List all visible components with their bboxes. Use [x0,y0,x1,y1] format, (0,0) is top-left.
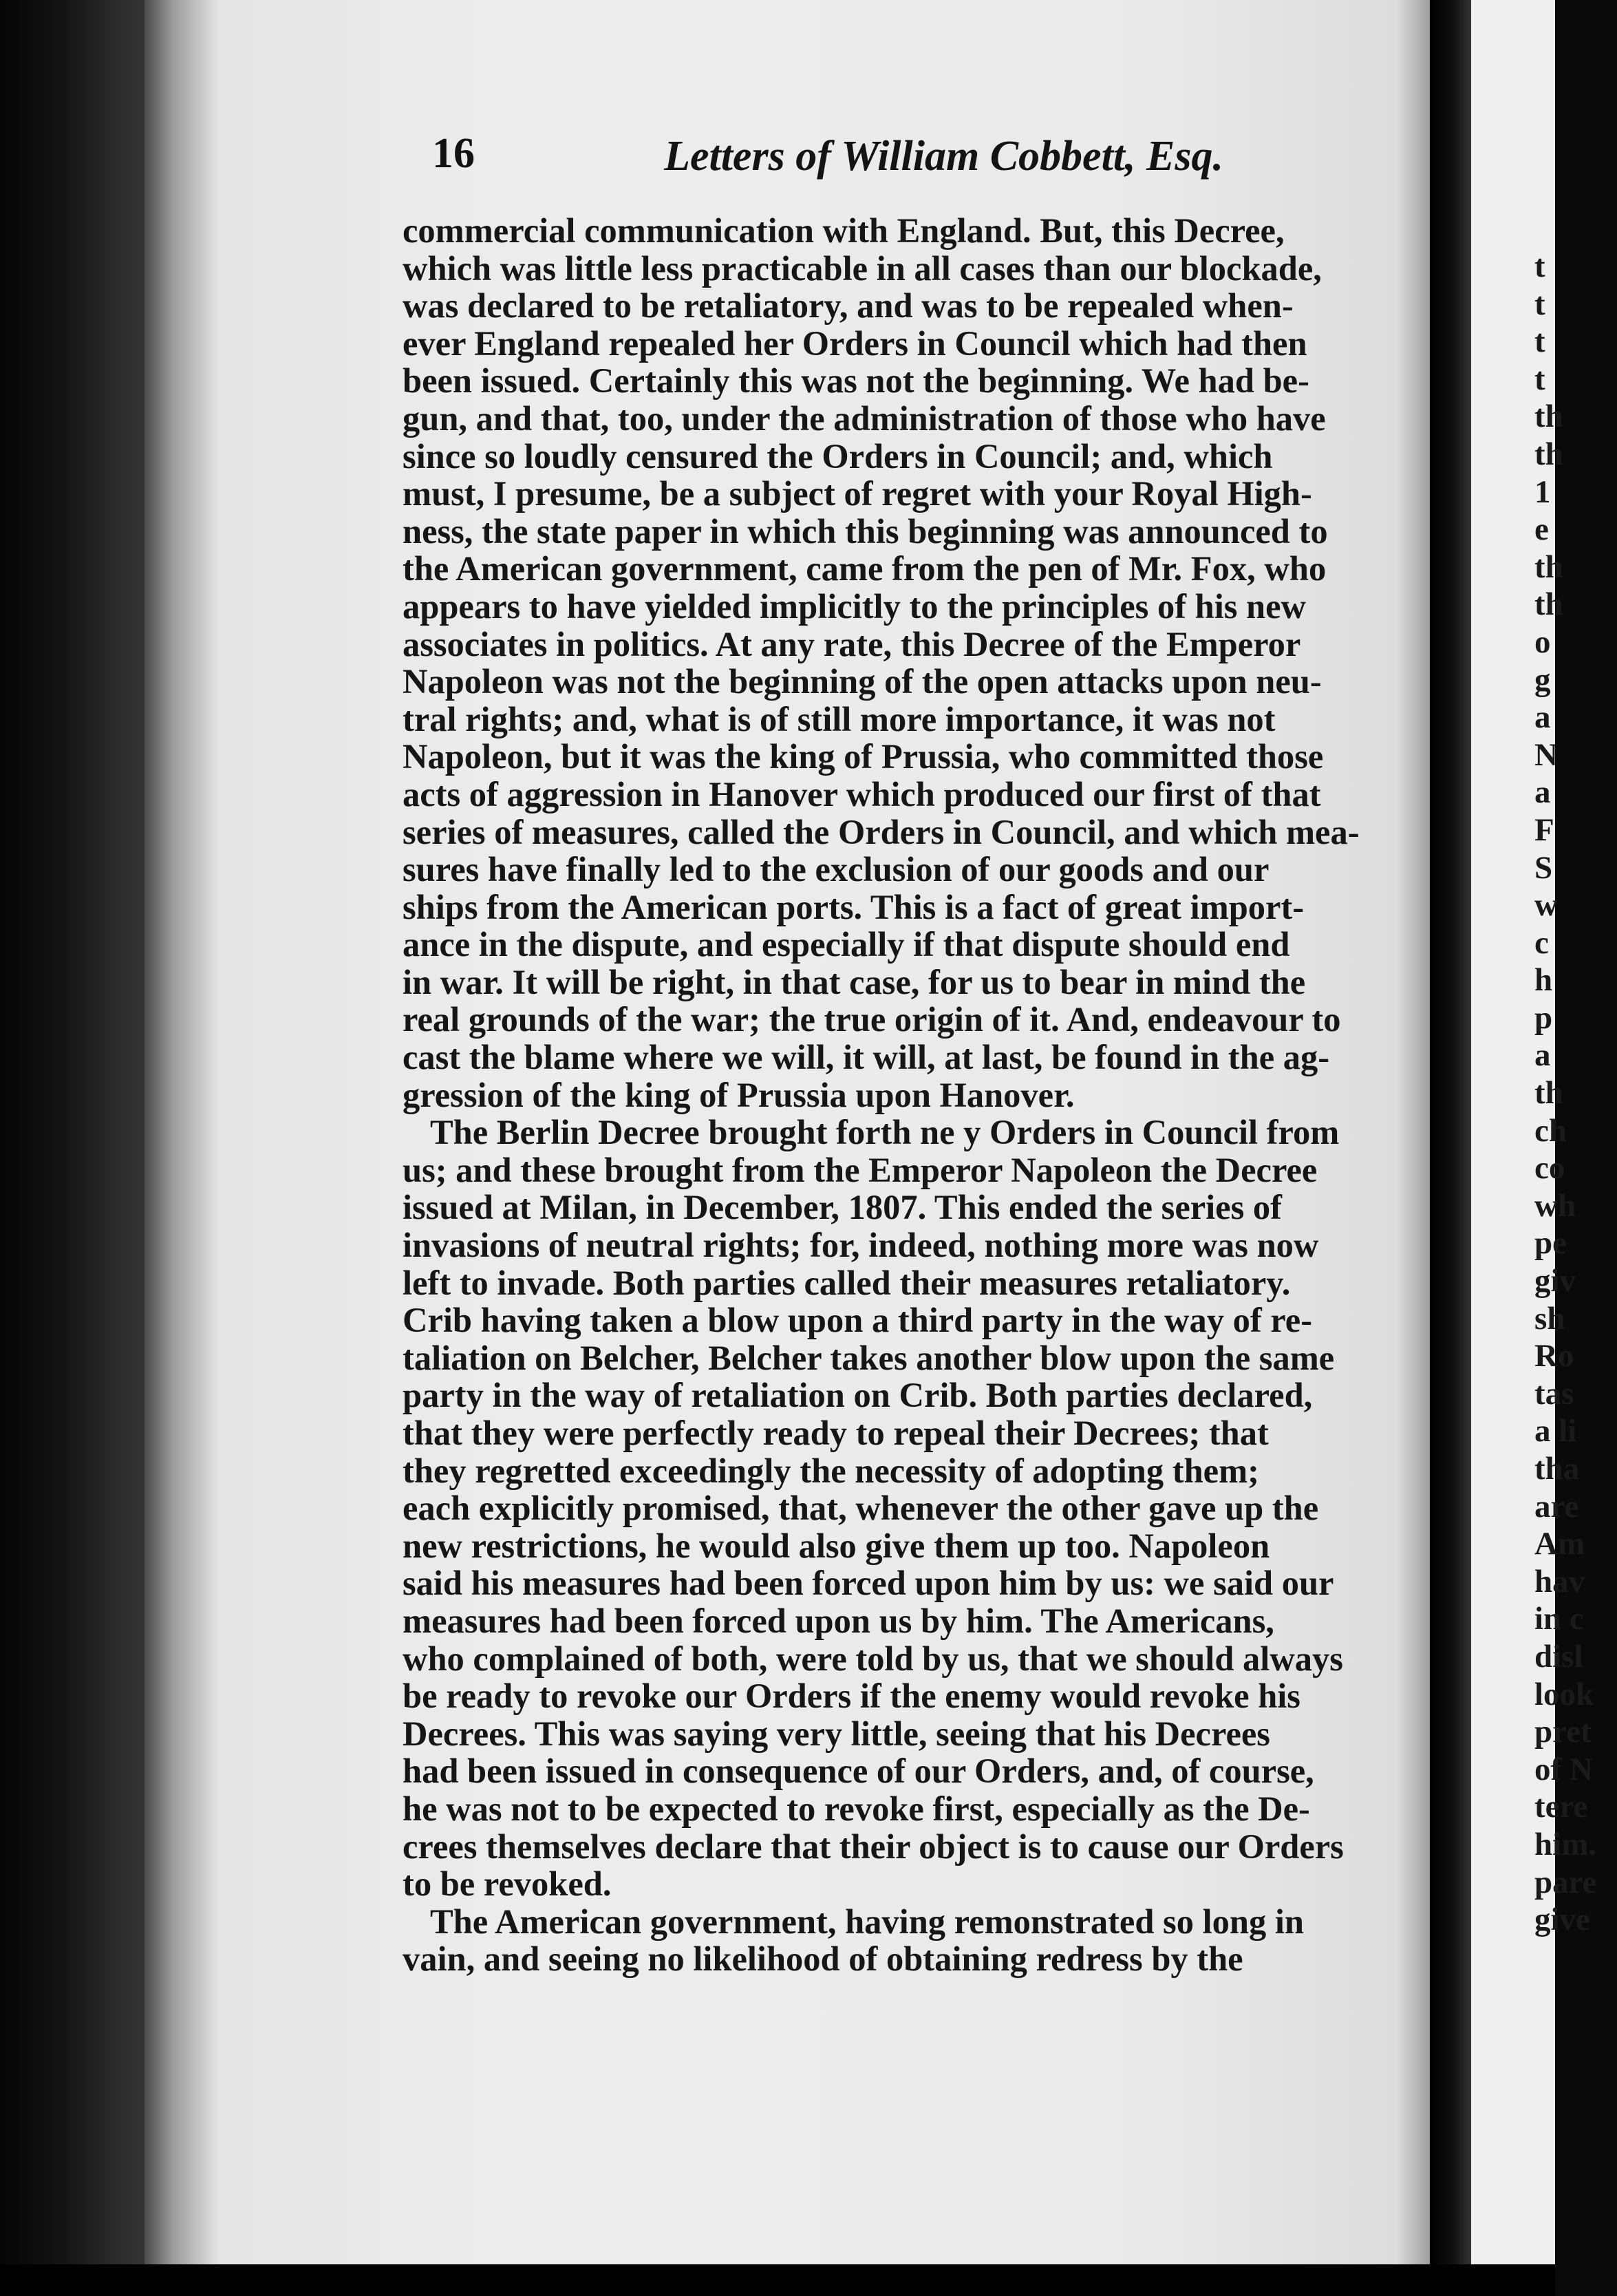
text-line: gression of the king of Prussia upon Hanover. [403,1075,1075,1114]
text-line: associates in politics. At any rate, this Decree of the Emperor [403,624,1301,663]
right-page-fragment: th [1534,549,1563,585]
text-line: gun, and that, too, under the administration of those who have [403,398,1326,438]
text-line: invasions of neutral rights; for, indeed, nothing more was now [403,1226,1319,1265]
right-page-fragment: co [1534,1150,1565,1187]
text-line: issued at Milan, in December, 1807. This ended the series of [403,1188,1282,1227]
text-line: vain, and seeing no likelihood of obtaining redress by the [403,1939,1243,1979]
right-page-fragment: of N [1534,1751,1593,1787]
right-page-fragment: sh [1534,1300,1565,1337]
right-page-fragment: a [1534,699,1551,736]
right-page-fragment: e [1534,511,1549,548]
text-line: said his measures had been forced upon him by us: we said our [403,1564,1334,1603]
text-line: Crib having taken a blow upon a third party in the way of re- [403,1301,1313,1340]
text-line: each explicitly promised, that, whenever the other gave up the [403,1489,1319,1528]
right-page-fragment: a li [1534,1413,1577,1449]
right-page-fragment: Am [1534,1526,1585,1562]
right-page-fragment: w [1534,887,1558,924]
right-page-fragment: t [1534,323,1545,360]
text-line: must, I presume, be a subject of regret with your Royal High- [403,474,1312,513]
right-page-fragment: look [1534,1676,1594,1712]
text-line: in war. It will be right, in that case, for us to bear in mind the [403,962,1306,1001]
right-page-fragment: a [1534,774,1551,811]
right-page-fragment: o [1534,624,1551,660]
right-page-fragment: th [1534,586,1563,623]
text-line: us; and these brought from the Emperor Napoleon the Decree [403,1150,1318,1189]
right-page-fragment: pe [1534,1225,1567,1262]
right-page-fragment: g [1534,661,1551,698]
right-page-fragment: giv [1534,1263,1576,1299]
text-line: party in the way of retaliation on Crib. Both parties declared, [403,1376,1313,1415]
right-page-fragment: c [1534,924,1549,961]
text-line: they regretted exceedingly the necessity of adopting them; [403,1451,1259,1490]
right-page-fragment: h [1534,962,1553,999]
right-page-fragment: ch [1534,1112,1567,1149]
text-line: Decrees. This was saying very little, seeing that his Decrees [403,1714,1270,1753]
text-line: he was not to be expected to revoke first, especially as the De- [403,1789,1310,1828]
right-page-fragment: p [1534,999,1553,1036]
body-text [403,212,1369,1978]
right-page-fragment: S [1534,849,1553,886]
text-line: to be revoked. [403,1864,612,1904]
right-page-fragment: wh [1534,1187,1576,1224]
right-page-fragment: disl [1534,1638,1583,1675]
text-line: ness, the state paper in which this beginning was announced to [403,511,1328,551]
text-line: taliation on Belcher, Belcher takes another blow upon the same [403,1338,1335,1377]
right-page-fragment: tas [1534,1375,1574,1412]
text-line: left to invade. Both parties called their measures retaliatory. [403,1263,1291,1302]
text-line: which was little less practicable in all cases than our blockade, [403,248,1322,288]
text-line: The Berlin Decree brought forth ne y Orders in Council from [430,1113,1340,1152]
right-page-fragment: give [1534,1902,1590,1938]
right-page-fragment: in c [1534,1601,1584,1637]
right-page-fragment: t [1534,286,1545,322]
text-line: ance in the dispute, and especially if that dispute should end [403,925,1290,964]
text-line: commercial communication with England. But, this Decree, [403,211,1285,250]
right-page-fragment: th [1534,436,1563,472]
text-line: the American government, came from the pen of Mr. Fox, who [403,549,1327,588]
text-line: series of measures, called the Orders in Council, and which mea- [403,812,1360,851]
text-line: measures had been forced upon us by him. The Americans, [403,1601,1274,1640]
scan-bottom-border [0,2264,1555,2296]
text-line: was declared to be retaliatory, and was to be repealed when- [403,286,1294,326]
right-page-fragment: a [1534,1037,1551,1074]
page-header [432,124,1223,193]
book-binding-left [0,0,162,2296]
text-line: crees themselves declare that their object is to cause our Orders [403,1827,1344,1866]
text-line: had been issued in consequence of our Orders, and, of course, [403,1752,1314,1791]
right-page-fragment: t [1534,361,1545,397]
page-number: 16 [432,130,475,177]
text-line: cast the blame where we will, it will, at last, be found in the ag- [403,1038,1330,1077]
right-page-fragment: F [1534,811,1554,848]
right-page-fragment: him. [1534,1826,1597,1862]
right-page-fragment: 1 [1534,474,1551,510]
right-page-fragment: th [1534,398,1563,435]
right-page-fragment: tere [1534,1789,1588,1825]
text-line: since so loudly censured the Orders in Council; and, which [403,436,1273,476]
text-line: new restrictions, he would also give them up too. Napoleon [403,1526,1270,1565]
right-page-fragment: pare [1534,1864,1597,1900]
text-line: sures have finally led to the exclusion of our goods and our [403,850,1270,889]
right-page-fragment: N [1534,736,1558,773]
text-line: real grounds of the war; the true origin of it. And, endeavour to [403,1000,1341,1039]
right-page-fragments [1534,248,1617,1939]
text-line: be ready to revoke our Orders if the enemy would revoke his [403,1677,1300,1716]
right-page-fragment: hav [1534,1563,1585,1599]
running-head: Letters of William Cobbett, Esq. [664,133,1223,180]
right-page-fragment: th [1534,1075,1563,1112]
text-line: ships from the American ports. This is a fact of great import- [403,887,1305,926]
text-line: The American government, having remonstrated so long in [430,1902,1304,1941]
text-line: who complained of both, were told by us, that we should always [403,1639,1343,1678]
right-page-fragment: t [1534,248,1545,284]
text-line: been issued. Certainly this was not the beginning. We had be- [403,361,1309,401]
text-line: tral rights; and, what is of still more importance, it was not [403,699,1276,738]
right-page-fragment: are [1534,1488,1579,1524]
text-line: acts of aggression in Hanover which produced our first of that [403,774,1321,814]
text-line: Napoleon was not the beginning of the open attacks upon neu- [403,662,1322,701]
right-page-fragment: Ro [1534,1338,1574,1374]
text-line: appears to have yielded implicitly to the principles of his new [403,586,1306,626]
right-page-fragment: pret [1534,1714,1592,1750]
text-line: ever England repealed her Orders in Council which had then [403,323,1307,363]
text-line: Napoleon, but it was the king of Prussia, who committed those [403,737,1324,776]
text-line: that they were perfectly ready to repeal their Decrees; that [403,1414,1269,1452]
page-gutter [1430,0,1475,2296]
right-page-fragment: tha [1534,1451,1580,1487]
